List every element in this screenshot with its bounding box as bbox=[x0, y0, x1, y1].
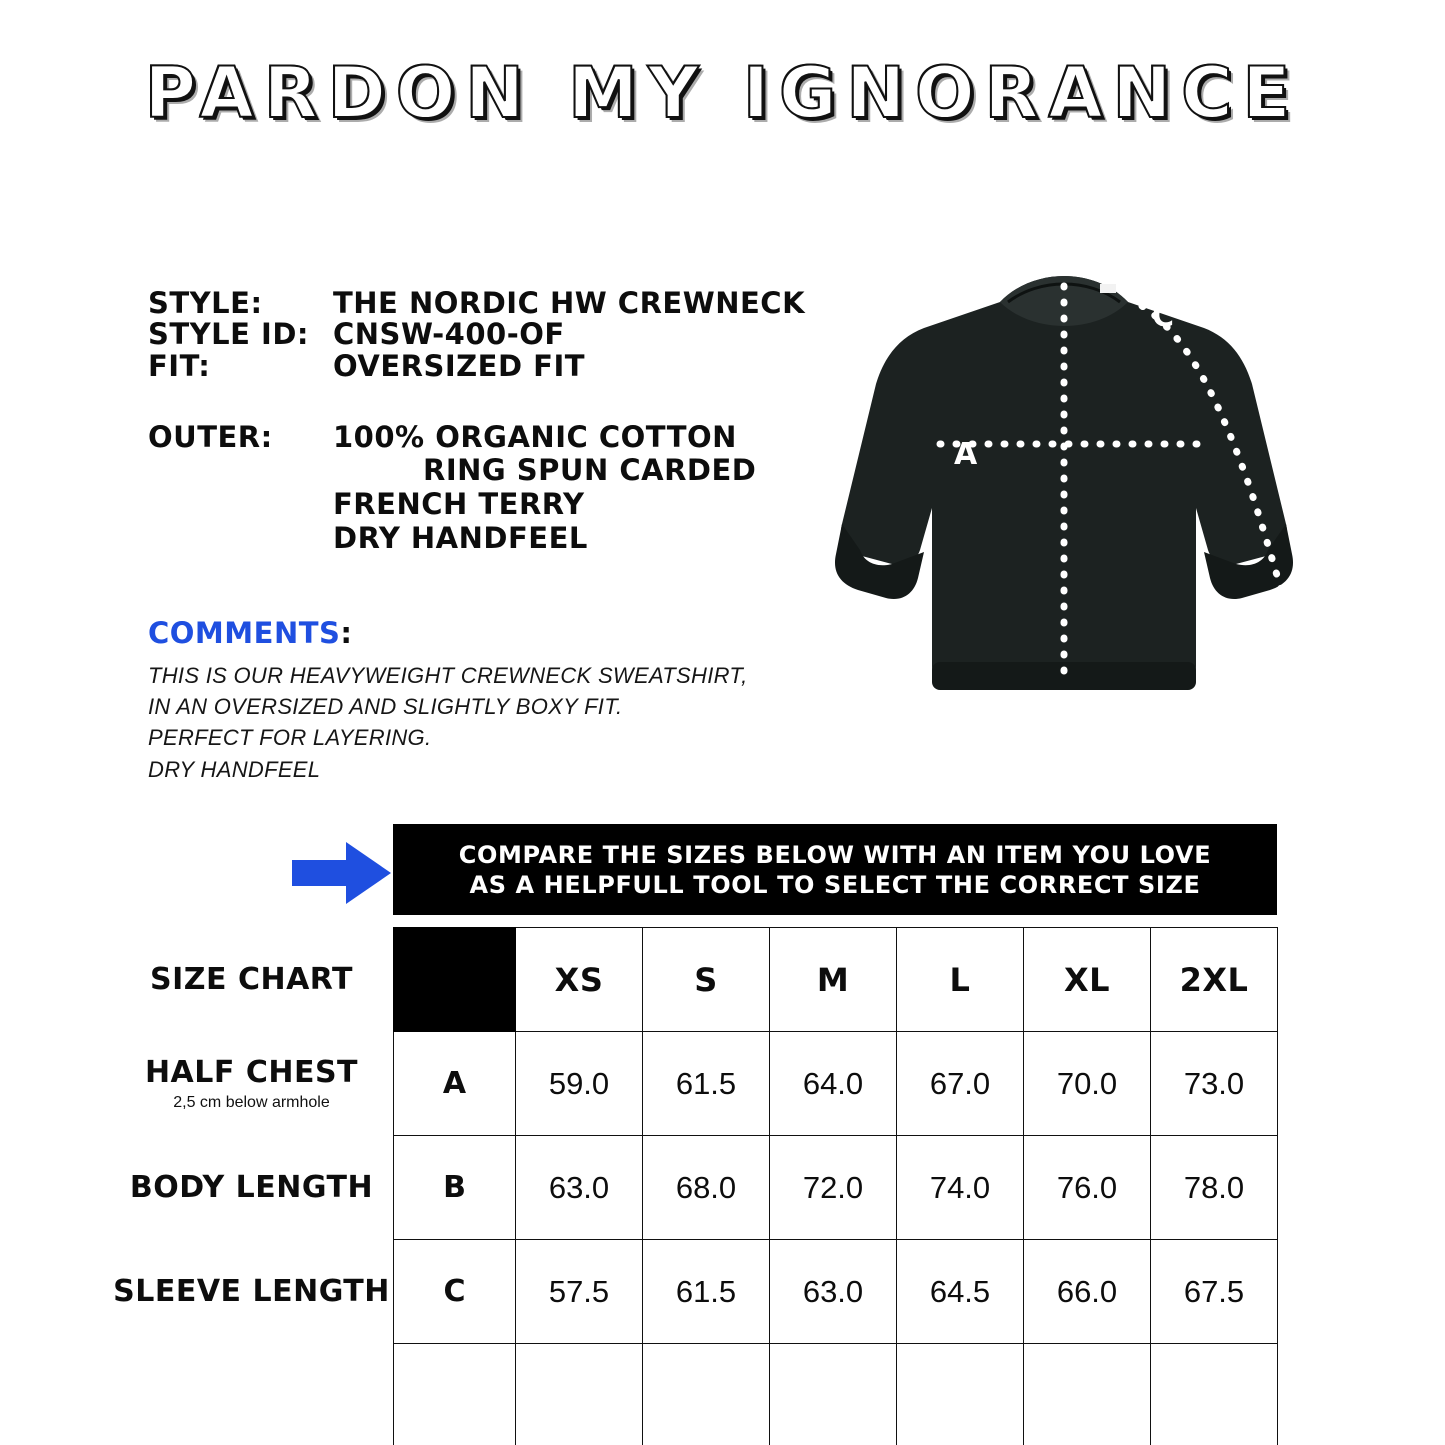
body-length-l: 74.0 bbox=[897, 1136, 1024, 1240]
body-length-m: 72.0 bbox=[770, 1136, 897, 1240]
comments-line-3: PERFECT FOR LAYERING. bbox=[148, 725, 432, 751]
size-chart-table bbox=[393, 927, 1278, 1445]
spec-row-style-id bbox=[148, 319, 848, 350]
crewneck-sweatshirt-icon bbox=[812, 262, 1312, 742]
body-length-xs: 63.0 bbox=[516, 1136, 643, 1240]
row-label-body-length-text: BODY LENGTH bbox=[129, 1169, 374, 1205]
row-letter-a: A bbox=[394, 1032, 516, 1136]
table-row bbox=[394, 1240, 1278, 1344]
blue-arrow-icon bbox=[292, 842, 392, 904]
page-title: PARDON MY IGNORANCE bbox=[144, 52, 1301, 134]
half-chest-2xl: 73.0 bbox=[1151, 1032, 1278, 1136]
size-header-xs: XS bbox=[516, 928, 643, 1032]
size-chart-title: SIZE CHART bbox=[149, 961, 354, 997]
spec-value-style-id: CNSW-400-OF bbox=[333, 317, 565, 352]
size-chart-row-labels bbox=[110, 927, 393, 1343]
size-header-l: L bbox=[897, 928, 1024, 1032]
table-row bbox=[394, 1032, 1278, 1136]
row-letter-b: B bbox=[394, 1136, 516, 1240]
measure-point-c-label: C bbox=[1152, 299, 1175, 334]
spec-value-outer-line3: FRENCH TERRY bbox=[333, 487, 585, 522]
sleeve-length-2xl: 67.5 bbox=[1151, 1240, 1278, 1344]
body-length-2xl: 78.0 bbox=[1151, 1136, 1278, 1240]
table-footer-row bbox=[394, 1344, 1278, 1445]
spec-value-outer-line1: 100% ORGANIC COTTON bbox=[333, 419, 737, 454]
row-label-body-length bbox=[110, 1135, 393, 1239]
footer-cell bbox=[516, 1344, 643, 1445]
instruction-banner-line-2: AS A HELPFULL TOOL TO SELECT THE CORRECT SIZE bbox=[469, 870, 1201, 899]
sleeve-length-l: 64.5 bbox=[897, 1240, 1024, 1344]
spec-label-style-id: STYLE ID: bbox=[148, 317, 310, 352]
comments-heading-text: COMMENTS bbox=[148, 616, 341, 650]
spec-label-outer: OUTER: bbox=[148, 419, 273, 454]
instruction-banner bbox=[393, 824, 1277, 915]
sleeve-length-s: 61.5 bbox=[643, 1240, 770, 1344]
size-header-s: S bbox=[643, 928, 770, 1032]
footer-cell bbox=[897, 1344, 1024, 1445]
row-letter-c: C bbox=[394, 1240, 516, 1344]
half-chest-l: 67.0 bbox=[897, 1032, 1024, 1136]
row-label-half-chest-text: HALF CHEST bbox=[144, 1054, 359, 1090]
footer-cell bbox=[643, 1344, 770, 1445]
spec-value-fit: OVERSIZED FIT bbox=[333, 348, 586, 383]
footer-cell bbox=[770, 1344, 897, 1445]
instruction-banner-line-1: COMPARE THE SIZES BELOW WITH AN ITEM YOU LOVE bbox=[458, 840, 1212, 869]
row-label-half-chest bbox=[110, 1031, 393, 1135]
spec-value-outer-line2: RING SPUN CARDED bbox=[423, 453, 757, 488]
footer-cell bbox=[1024, 1344, 1151, 1445]
garment-image bbox=[812, 262, 1312, 742]
sleeve-length-xs: 57.5 bbox=[516, 1240, 643, 1344]
sleeve-length-m: 63.0 bbox=[770, 1240, 897, 1344]
half-chest-m: 64.0 bbox=[770, 1032, 897, 1136]
spec-row-outer bbox=[148, 419, 848, 454]
product-spec-block bbox=[148, 288, 848, 555]
comments-heading bbox=[148, 616, 788, 650]
table-header-corner bbox=[394, 928, 516, 1032]
spec-value-style: THE NORDIC HW CREWNECK bbox=[333, 286, 806, 320]
row-label-sleeve-length bbox=[110, 1239, 393, 1343]
half-chest-xl: 70.0 bbox=[1024, 1032, 1151, 1136]
table-row bbox=[394, 1136, 1278, 1240]
spec-row-style bbox=[148, 288, 848, 319]
size-chart-title-cell bbox=[110, 927, 393, 1031]
spec-spacer bbox=[148, 382, 848, 422]
row-label-sleeve-length-text: SLEEVE LENGTH bbox=[113, 1273, 390, 1309]
spec-value-outer-line4: DRY HANDFEEL bbox=[333, 521, 588, 556]
comments-line-2: IN AN OVERSIZED AND SLIGHTLY BOXY FIT. bbox=[148, 694, 623, 720]
table-header-row bbox=[394, 928, 1278, 1032]
size-header-2xl: 2XL bbox=[1151, 928, 1278, 1032]
size-chart-table-wrap bbox=[393, 927, 1277, 1445]
half-chest-xs: 59.0 bbox=[516, 1032, 643, 1136]
row-label-half-chest-sub: 2,5 cm below armhole bbox=[173, 1093, 330, 1111]
spec-label-style: STYLE: bbox=[148, 286, 263, 320]
footer-cell bbox=[394, 1344, 516, 1445]
comments-body bbox=[148, 660, 788, 785]
comments-line-1: THIS IS OUR HEAVYWEIGHT CREWNECK SWEATSHIRT, bbox=[148, 663, 748, 688]
comments-line-4: DRY HANDFEEL bbox=[148, 756, 321, 782]
half-chest-s: 61.5 bbox=[643, 1032, 770, 1136]
comments-block bbox=[148, 616, 788, 785]
body-length-s: 68.0 bbox=[643, 1136, 770, 1240]
spec-row-fit bbox=[148, 348, 848, 383]
comments-heading-colon: : bbox=[340, 616, 353, 650]
spec-label-fit: FIT: bbox=[148, 348, 211, 383]
arrow-right-icon bbox=[292, 842, 392, 904]
size-header-m: M bbox=[770, 928, 897, 1032]
footer-cell bbox=[1151, 1344, 1278, 1445]
measure-point-a-label: A bbox=[954, 437, 978, 472]
body-length-xl: 76.0 bbox=[1024, 1136, 1151, 1240]
size-header-xl: XL bbox=[1024, 928, 1151, 1032]
sleeve-length-xl: 66.0 bbox=[1024, 1240, 1151, 1344]
